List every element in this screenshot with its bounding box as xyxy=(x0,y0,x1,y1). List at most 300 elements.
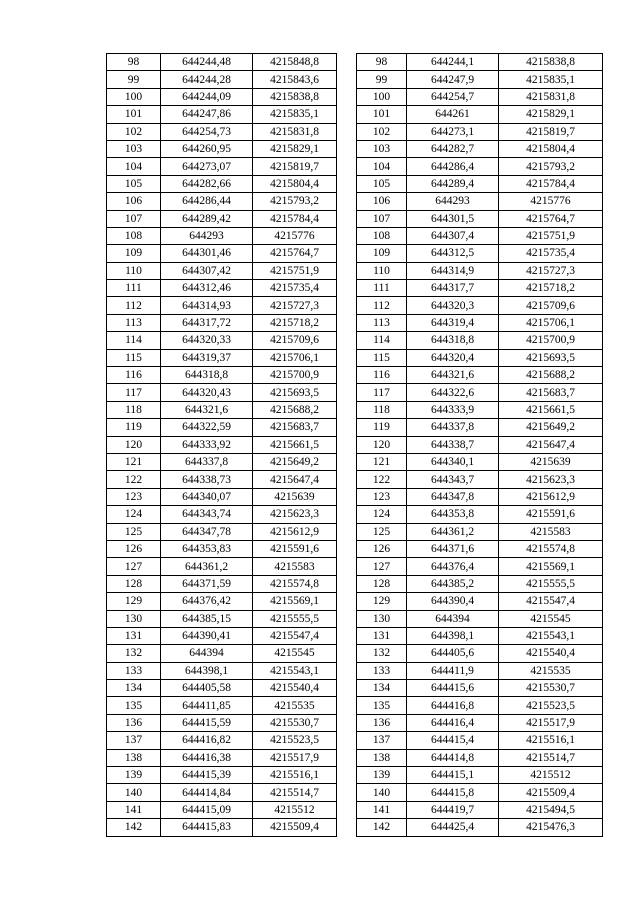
table-row xyxy=(357,297,603,314)
x-coordinate-cell: 644419,7 xyxy=(407,801,499,818)
x-coordinate-cell: 644415,4 xyxy=(407,732,499,749)
point-number-cell: 117 xyxy=(357,384,407,401)
y-coordinate-cell: 4215569,1 xyxy=(499,558,603,575)
x-coordinate-cell: 644361,2 xyxy=(161,558,253,575)
right-table-body xyxy=(357,54,603,837)
point-number-cell: 106 xyxy=(357,193,407,210)
table-row xyxy=(357,593,603,610)
table-row xyxy=(107,627,337,644)
table-row xyxy=(357,262,603,279)
y-coordinate-cell: 4215647,4 xyxy=(499,436,603,453)
point-number-cell: 125 xyxy=(107,523,161,540)
x-coordinate-cell: 644390,4 xyxy=(407,593,499,610)
x-coordinate-cell: 644416,82 xyxy=(161,732,253,749)
x-coordinate-cell: 644411,85 xyxy=(161,697,253,714)
table-row xyxy=(357,610,603,627)
y-coordinate-cell: 4215838,8 xyxy=(499,54,603,71)
x-coordinate-cell: 644254,73 xyxy=(161,123,253,140)
point-number-cell: 99 xyxy=(357,71,407,88)
table-row xyxy=(107,558,337,575)
x-coordinate-cell: 644405,6 xyxy=(407,645,499,662)
point-number-cell: 119 xyxy=(357,419,407,436)
table-row xyxy=(107,106,337,123)
point-number-cell: 128 xyxy=(107,575,161,592)
point-number-cell: 117 xyxy=(107,384,161,401)
table-row xyxy=(107,662,337,679)
point-number-cell: 130 xyxy=(357,610,407,627)
x-coordinate-cell: 644416,38 xyxy=(161,749,253,766)
point-number-cell: 120 xyxy=(107,436,161,453)
table-row xyxy=(357,697,603,714)
x-coordinate-cell: 644244,48 xyxy=(161,54,253,71)
table-row xyxy=(357,140,603,157)
point-number-cell: 123 xyxy=(107,488,161,505)
right-coordinate-table xyxy=(356,53,603,837)
point-number-cell: 111 xyxy=(107,280,161,297)
table-row xyxy=(107,419,337,436)
y-coordinate-cell: 4215512 xyxy=(499,767,603,784)
point-number-cell: 124 xyxy=(357,506,407,523)
table-row xyxy=(107,193,337,210)
table-row xyxy=(357,401,603,418)
y-coordinate-cell: 4215793,2 xyxy=(253,193,337,210)
table-row xyxy=(107,767,337,784)
table-row xyxy=(107,697,337,714)
point-number-cell: 109 xyxy=(107,245,161,262)
y-coordinate-cell: 4215512 xyxy=(253,801,337,818)
point-number-cell: 116 xyxy=(107,367,161,384)
x-coordinate-cell: 644385,15 xyxy=(161,610,253,627)
table-row xyxy=(357,819,603,836)
y-coordinate-cell: 4215751,9 xyxy=(499,227,603,244)
y-coordinate-cell: 4215591,6 xyxy=(499,506,603,523)
y-coordinate-cell: 4215735,4 xyxy=(253,280,337,297)
point-number-cell: 137 xyxy=(357,732,407,749)
y-coordinate-cell: 4215848,8 xyxy=(253,54,337,71)
point-number-cell: 127 xyxy=(357,558,407,575)
table-row xyxy=(107,332,337,349)
point-number-cell: 140 xyxy=(357,784,407,801)
y-coordinate-cell: 4215543,1 xyxy=(499,627,603,644)
point-number-cell: 107 xyxy=(357,210,407,227)
x-coordinate-cell: 644376,42 xyxy=(161,593,253,610)
point-number-cell: 140 xyxy=(107,784,161,801)
x-coordinate-cell: 644321,6 xyxy=(161,401,253,418)
x-coordinate-cell: 644415,39 xyxy=(161,767,253,784)
y-coordinate-cell: 4215523,5 xyxy=(499,697,603,714)
y-coordinate-cell: 4215555,5 xyxy=(253,610,337,627)
y-coordinate-cell: 4215838,8 xyxy=(253,88,337,105)
x-coordinate-cell: 644320,33 xyxy=(161,332,253,349)
left-table-body xyxy=(107,54,337,837)
table-row xyxy=(107,401,337,418)
table-row xyxy=(107,262,337,279)
y-coordinate-cell: 4215831,8 xyxy=(499,88,603,105)
y-coordinate-cell: 4215683,7 xyxy=(499,384,603,401)
y-coordinate-cell: 4215829,1 xyxy=(499,106,603,123)
x-coordinate-cell: 644394 xyxy=(161,645,253,662)
table-row xyxy=(107,801,337,818)
table-row xyxy=(107,71,337,88)
table-row xyxy=(357,71,603,88)
y-coordinate-cell: 4215509,4 xyxy=(499,784,603,801)
y-coordinate-cell: 4215706,1 xyxy=(253,349,337,366)
table-row xyxy=(357,384,603,401)
table-row xyxy=(357,749,603,766)
y-coordinate-cell: 4215591,6 xyxy=(253,540,337,557)
table-row xyxy=(357,210,603,227)
x-coordinate-cell: 644411,9 xyxy=(407,662,499,679)
y-coordinate-cell: 4215639 xyxy=(499,453,603,470)
point-number-cell: 101 xyxy=(107,106,161,123)
table-row xyxy=(357,767,603,784)
table-row xyxy=(357,645,603,662)
point-number-cell: 132 xyxy=(107,645,161,662)
point-number-cell: 134 xyxy=(357,680,407,697)
x-coordinate-cell: 644353,83 xyxy=(161,540,253,557)
table-row xyxy=(357,627,603,644)
table-row xyxy=(107,210,337,227)
y-coordinate-cell: 4215784,4 xyxy=(253,210,337,227)
x-coordinate-cell: 644347,78 xyxy=(161,523,253,540)
x-coordinate-cell: 644273,07 xyxy=(161,158,253,175)
x-coordinate-cell: 644317,7 xyxy=(407,280,499,297)
y-coordinate-cell: 4215831,8 xyxy=(253,123,337,140)
point-number-cell: 130 xyxy=(107,610,161,627)
y-coordinate-cell: 4215718,2 xyxy=(253,314,337,331)
x-coordinate-cell: 644416,4 xyxy=(407,714,499,731)
y-coordinate-cell: 4215574,8 xyxy=(499,540,603,557)
y-coordinate-cell: 4215735,4 xyxy=(499,245,603,262)
x-coordinate-cell: 644337,8 xyxy=(161,453,253,470)
y-coordinate-cell: 4215545 xyxy=(499,610,603,627)
point-number-cell: 142 xyxy=(107,819,161,836)
point-number-cell: 112 xyxy=(107,297,161,314)
table-row xyxy=(107,140,337,157)
x-coordinate-cell: 644322,6 xyxy=(407,384,499,401)
x-coordinate-cell: 644371,6 xyxy=(407,540,499,557)
x-coordinate-cell: 644319,37 xyxy=(161,349,253,366)
point-number-cell: 101 xyxy=(357,106,407,123)
x-coordinate-cell: 644261 xyxy=(407,106,499,123)
table-row xyxy=(107,314,337,331)
x-coordinate-cell: 644390,41 xyxy=(161,627,253,644)
x-coordinate-cell: 644312,46 xyxy=(161,280,253,297)
x-coordinate-cell: 644361,2 xyxy=(407,523,499,540)
y-coordinate-cell: 4215555,5 xyxy=(499,575,603,592)
y-coordinate-cell: 4215494,5 xyxy=(499,801,603,818)
point-number-cell: 131 xyxy=(107,627,161,644)
point-number-cell: 142 xyxy=(357,819,407,836)
point-number-cell: 102 xyxy=(357,123,407,140)
table-row xyxy=(107,575,337,592)
table-row xyxy=(357,314,603,331)
x-coordinate-cell: 644247,86 xyxy=(161,106,253,123)
table-row xyxy=(357,558,603,575)
x-coordinate-cell: 644319,4 xyxy=(407,314,499,331)
y-coordinate-cell: 4215804,4 xyxy=(253,175,337,192)
point-number-cell: 136 xyxy=(107,714,161,731)
y-coordinate-cell: 4215569,1 xyxy=(253,593,337,610)
x-coordinate-cell: 644415,09 xyxy=(161,801,253,818)
point-number-cell: 131 xyxy=(357,627,407,644)
point-number-cell: 113 xyxy=(107,314,161,331)
point-number-cell: 104 xyxy=(357,158,407,175)
left-coordinate-table xyxy=(106,53,337,837)
table-row xyxy=(107,297,337,314)
y-coordinate-cell: 4215661,5 xyxy=(499,401,603,418)
y-coordinate-cell: 4215530,7 xyxy=(253,714,337,731)
point-number-cell: 127 xyxy=(107,558,161,575)
point-number-cell: 112 xyxy=(357,297,407,314)
point-number-cell: 110 xyxy=(107,262,161,279)
table-row xyxy=(357,245,603,262)
point-number-cell: 103 xyxy=(357,140,407,157)
x-coordinate-cell: 644415,8 xyxy=(407,784,499,801)
x-coordinate-cell: 644415,6 xyxy=(407,680,499,697)
x-coordinate-cell: 644307,4 xyxy=(407,227,499,244)
y-coordinate-cell: 4215649,2 xyxy=(499,419,603,436)
y-coordinate-cell: 4215647,4 xyxy=(253,471,337,488)
table-row xyxy=(357,367,603,384)
table-row xyxy=(107,714,337,731)
x-coordinate-cell: 644273,1 xyxy=(407,123,499,140)
y-coordinate-cell: 4215623,3 xyxy=(253,506,337,523)
point-number-cell: 134 xyxy=(107,680,161,697)
table-row xyxy=(107,123,337,140)
y-coordinate-cell: 4215523,5 xyxy=(253,732,337,749)
y-coordinate-cell: 4215661,5 xyxy=(253,436,337,453)
y-coordinate-cell: 4215709,6 xyxy=(499,297,603,314)
point-number-cell: 124 xyxy=(107,506,161,523)
table-row xyxy=(107,245,337,262)
x-coordinate-cell: 644415,1 xyxy=(407,767,499,784)
table-row xyxy=(357,123,603,140)
table-row xyxy=(357,419,603,436)
point-number-cell: 122 xyxy=(107,471,161,488)
x-coordinate-cell: 644289,42 xyxy=(161,210,253,227)
x-coordinate-cell: 644318,8 xyxy=(407,332,499,349)
y-coordinate-cell: 4215509,4 xyxy=(253,819,337,836)
table-row xyxy=(107,506,337,523)
table-row xyxy=(107,436,337,453)
point-number-cell: 105 xyxy=(357,175,407,192)
point-number-cell: 108 xyxy=(357,227,407,244)
x-coordinate-cell: 644254,7 xyxy=(407,88,499,105)
y-coordinate-cell: 4215784,4 xyxy=(499,175,603,192)
x-coordinate-cell: 644282,7 xyxy=(407,140,499,157)
table-row xyxy=(107,749,337,766)
y-coordinate-cell: 4215649,2 xyxy=(253,453,337,470)
table-row xyxy=(357,54,603,71)
table-row xyxy=(107,54,337,71)
point-number-cell: 139 xyxy=(107,767,161,784)
x-coordinate-cell: 644317,72 xyxy=(161,314,253,331)
point-number-cell: 136 xyxy=(357,714,407,731)
y-coordinate-cell: 4215535 xyxy=(253,697,337,714)
y-coordinate-cell: 4215517,9 xyxy=(253,749,337,766)
point-number-cell: 126 xyxy=(357,540,407,557)
x-coordinate-cell: 644416,8 xyxy=(407,697,499,714)
point-number-cell: 106 xyxy=(107,193,161,210)
point-number-cell: 116 xyxy=(357,367,407,384)
table-row xyxy=(107,732,337,749)
point-number-cell: 107 xyxy=(107,210,161,227)
x-coordinate-cell: 644394 xyxy=(407,610,499,627)
point-number-cell: 135 xyxy=(357,697,407,714)
table-row xyxy=(357,175,603,192)
y-coordinate-cell: 4215804,4 xyxy=(499,140,603,157)
x-coordinate-cell: 644289,4 xyxy=(407,175,499,192)
point-number-cell: 141 xyxy=(357,801,407,818)
x-coordinate-cell: 644244,1 xyxy=(407,54,499,71)
x-coordinate-cell: 644286,44 xyxy=(161,193,253,210)
table-row xyxy=(357,193,603,210)
y-coordinate-cell: 4215514,7 xyxy=(253,784,337,801)
point-number-cell: 126 xyxy=(107,540,161,557)
x-coordinate-cell: 644347,8 xyxy=(407,488,499,505)
table-row xyxy=(107,367,337,384)
point-number-cell: 133 xyxy=(357,662,407,679)
table-row xyxy=(357,662,603,679)
point-number-cell: 138 xyxy=(107,749,161,766)
table-row xyxy=(107,680,337,697)
table-row xyxy=(107,349,337,366)
y-coordinate-cell: 4215516,1 xyxy=(499,732,603,749)
table-row xyxy=(357,801,603,818)
table-row xyxy=(357,106,603,123)
y-coordinate-cell: 4215693,5 xyxy=(499,349,603,366)
y-coordinate-cell: 4215476,3 xyxy=(499,819,603,836)
y-coordinate-cell: 4215727,3 xyxy=(499,262,603,279)
table-row xyxy=(357,280,603,297)
point-number-cell: 141 xyxy=(107,801,161,818)
table-row xyxy=(357,158,603,175)
x-coordinate-cell: 644244,28 xyxy=(161,71,253,88)
y-coordinate-cell: 4215583 xyxy=(499,523,603,540)
point-number-cell: 102 xyxy=(107,123,161,140)
point-number-cell: 118 xyxy=(357,401,407,418)
point-number-cell: 109 xyxy=(357,245,407,262)
point-number-cell: 135 xyxy=(107,697,161,714)
y-coordinate-cell: 4215835,1 xyxy=(499,71,603,88)
table-row xyxy=(357,227,603,244)
x-coordinate-cell: 644353,8 xyxy=(407,506,499,523)
x-coordinate-cell: 644314,9 xyxy=(407,262,499,279)
x-coordinate-cell: 644320,3 xyxy=(407,297,499,314)
table-row xyxy=(357,714,603,731)
table-row xyxy=(107,384,337,401)
x-coordinate-cell: 644415,83 xyxy=(161,819,253,836)
point-number-cell: 98 xyxy=(357,54,407,71)
point-number-cell: 118 xyxy=(107,401,161,418)
table-row xyxy=(107,280,337,297)
x-coordinate-cell: 644260,95 xyxy=(161,140,253,157)
y-coordinate-cell: 4215688,2 xyxy=(499,367,603,384)
y-coordinate-cell: 4215574,8 xyxy=(253,575,337,592)
y-coordinate-cell: 4215819,7 xyxy=(499,123,603,140)
table-row xyxy=(107,523,337,540)
y-coordinate-cell: 4215709,6 xyxy=(253,332,337,349)
y-coordinate-cell: 4215688,2 xyxy=(253,401,337,418)
table-row xyxy=(357,349,603,366)
point-number-cell: 122 xyxy=(357,471,407,488)
x-coordinate-cell: 644314,93 xyxy=(161,297,253,314)
x-coordinate-cell: 644398,1 xyxy=(407,627,499,644)
table-row xyxy=(107,471,337,488)
table-row xyxy=(357,523,603,540)
point-number-cell: 121 xyxy=(357,453,407,470)
point-number-cell: 115 xyxy=(107,349,161,366)
y-coordinate-cell: 4215547,4 xyxy=(253,627,337,644)
x-coordinate-cell: 644338,7 xyxy=(407,436,499,453)
x-coordinate-cell: 644340,07 xyxy=(161,488,253,505)
y-coordinate-cell: 4215612,9 xyxy=(253,523,337,540)
x-coordinate-cell: 644398,1 xyxy=(161,662,253,679)
table-row xyxy=(357,88,603,105)
x-coordinate-cell: 644385,2 xyxy=(407,575,499,592)
table-row xyxy=(357,488,603,505)
point-number-cell: 123 xyxy=(357,488,407,505)
y-coordinate-cell: 4215612,9 xyxy=(499,488,603,505)
y-coordinate-cell: 4215793,2 xyxy=(499,158,603,175)
point-number-cell: 114 xyxy=(107,332,161,349)
x-coordinate-cell: 644293 xyxy=(161,227,253,244)
point-number-cell: 121 xyxy=(107,453,161,470)
point-number-cell: 98 xyxy=(107,54,161,71)
y-coordinate-cell: 4215516,1 xyxy=(253,767,337,784)
y-coordinate-cell: 4215764,7 xyxy=(253,245,337,262)
point-number-cell: 138 xyxy=(357,749,407,766)
point-number-cell: 100 xyxy=(357,88,407,105)
y-coordinate-cell: 4215517,9 xyxy=(499,714,603,731)
y-coordinate-cell: 4215835,1 xyxy=(253,106,337,123)
x-coordinate-cell: 644321,6 xyxy=(407,367,499,384)
x-coordinate-cell: 644320,4 xyxy=(407,349,499,366)
table-row xyxy=(357,453,603,470)
y-coordinate-cell: 4215700,9 xyxy=(499,332,603,349)
x-coordinate-cell: 644244,09 xyxy=(161,88,253,105)
point-number-cell: 132 xyxy=(357,645,407,662)
x-coordinate-cell: 644301,5 xyxy=(407,210,499,227)
x-coordinate-cell: 644282,66 xyxy=(161,175,253,192)
table-row xyxy=(107,784,337,801)
y-coordinate-cell: 4215545 xyxy=(253,645,337,662)
y-coordinate-cell: 4215583 xyxy=(253,558,337,575)
x-coordinate-cell: 644301,46 xyxy=(161,245,253,262)
x-coordinate-cell: 644340,1 xyxy=(407,453,499,470)
point-number-cell: 129 xyxy=(357,593,407,610)
x-coordinate-cell: 644333,9 xyxy=(407,401,499,418)
x-coordinate-cell: 644286,4 xyxy=(407,158,499,175)
table-row xyxy=(357,436,603,453)
table-row xyxy=(357,732,603,749)
point-number-cell: 104 xyxy=(107,158,161,175)
x-coordinate-cell: 644405,58 xyxy=(161,680,253,697)
table-row xyxy=(107,158,337,175)
point-number-cell: 129 xyxy=(107,593,161,610)
x-coordinate-cell: 644333,92 xyxy=(161,436,253,453)
x-coordinate-cell: 644371,59 xyxy=(161,575,253,592)
point-number-cell: 128 xyxy=(357,575,407,592)
x-coordinate-cell: 644337,8 xyxy=(407,419,499,436)
table-row xyxy=(107,453,337,470)
point-number-cell: 105 xyxy=(107,175,161,192)
x-coordinate-cell: 644338,73 xyxy=(161,471,253,488)
y-coordinate-cell: 4215751,9 xyxy=(253,262,337,279)
point-number-cell: 120 xyxy=(357,436,407,453)
table-row xyxy=(357,506,603,523)
